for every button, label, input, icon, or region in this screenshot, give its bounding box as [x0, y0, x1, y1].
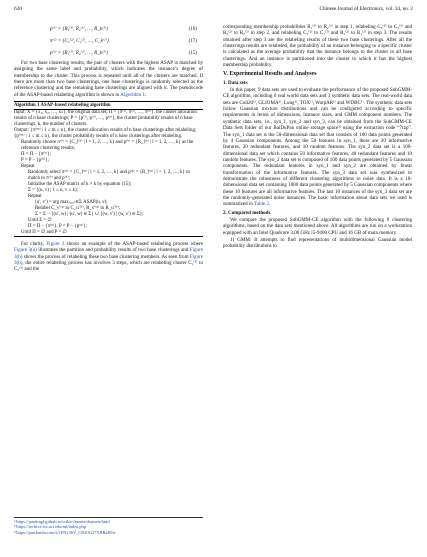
paragraph-relabel-text: For two base clustering results, the pair of clusters with the highest ASAP is matched by assigning the same label and probability, which indicates the instance’s degree of membership to the cluster. This process is repeated until all of the clusters are matched. If there are more than two base clusterings, one base clusterings is randomly selected as the reference clustering and the remaining base clusterings are aligned with it. The pseudocode of the ASAP-based relabeling algorithm is shown in — [14, 60, 203, 98]
footnote-2[interactable]: ²⁾https://archive.ics.uci.edu/ml/index.php — [14, 524, 86, 530]
algorithm-line: Relabel C_v′⁽ᵍ⁾ to C_u′⁽ʰ⁾, R_v′⁽ᵍ⁾ to R_u′⁽ʰ⁾; — [35, 206, 121, 212]
paragraph-data-sets: In this paper, 9 data sets are used to evaluate the performance of the proposed SubGMM-CE algorithm, including 6 real world data sets and 3 synthetic data sets. The real-world data sets are Coil20¹⁾, GLIOMA¹⁾, Lung¹⁾, TOX¹⁾, WarpAR¹⁾ and WDBC²⁾. The synthetic data sets follow Gaussian mixture distributions and can be configured according to specific requirements in terms of dimensions, instance sizes, and GMM component numbers. The synthetic data sets, i.e., syn_1, syn_2 and syn_3, can be obtained from the SubGMM-CE Data Sets folder of our BaiDuPan online storage space³⁾ using the extraction code “7rzp”. The syn_1 data set is the 50-dimensional data set that consists of 100 data points generated by 4 Gaussian components. Among the 50 features in syn_1, there are 20 informative features, 20 redundant features, and 10 random features. The syn_2 data set is a 100-dimensional data set which contains 50 informative features, 40 redundant features and 10 random features. The syn_2 data set is composed of 100 data points generated by 5 Gaussian components. The redundant features in syn_1 and syn_2 are obtained by linear transformation of the informative features. The syn_3 data set was synthesized to demonstrate the robustness of different clustering algorithms to noise data. It is a 10-dimensional data set containing 1000 data points generated by 5 Gaussian components where these 10 features are all informative features. The last 10 instances of the syn_3 data set are the randomly-generated noise instances. The basic information about data sets we used is summarized in Table 2. — [223, 87, 412, 208]
figure3-text-c: illustrates the partition and probability results of two base clusterings and — [38, 247, 189, 254]
figure-3b-link[interactable]: Figure 3(b) — [14, 247, 203, 260]
equation-15-body: p⁽²⁾ = {R₁⁽²⁾, R₂⁽²⁾, …, R_k⁽²⁾} — [50, 50, 109, 56]
paragraph-gmm: 1) GMM: It attempts to find representations of multidimensional Gaussian model probability distributions to — [223, 237, 412, 250]
figure3-text-e: , the entire relabeling process has involves 3 steps, which are relabeling cluster C₁⁽²⁾ to C₂⁽²⁾ and the — [14, 260, 203, 273]
algorithm-line: P = P − {p⁽ʰ⁾}; — [21, 158, 49, 164]
figure-3-link[interactable]: Figure 3 — [46, 241, 65, 248]
algorithm-line: Initialise the ASAP matrix of k × k by equation (15); — [28, 182, 132, 188]
subsection-data-sets: 1. Data sets — [223, 79, 248, 86]
footnote-3[interactable]: ³⁾https://pan.baidu.com/s/1FNy3hV_C80OG27XBRaR9w — [14, 529, 116, 535]
equation-17 — [14, 36, 203, 48]
equation-15-number: (15) — [188, 50, 197, 56]
figure-3b-link-2[interactable]: Figure 3(b) — [14, 253, 204, 267]
footnotes — [14, 517, 203, 535]
journal-name: Chinese Journal of Electronics, vol. 34, no. 2 — [319, 6, 413, 12]
equation-15 — [14, 48, 203, 60]
paragraph-figure3 — [14, 241, 203, 273]
figure3-text-b: shows an example of the ASAP-based relabeling process where — [66, 241, 203, 248]
left-column — [14, 24, 203, 274]
algorithm-line: Randomly select π⁽ᵍ⁾ = {C_l⁽ᵍ⁾ | l = 1, 2, …, k} and p⁽ᵍ⁾ = {R_l⁽ᵍ⁾ | l = 1, 2, …, k} to match to π⁽ʰ⁾ and p⁽ʰ⁾; — [28, 170, 190, 182]
equation-17-number: (17) — [188, 38, 197, 44]
equation-16 — [14, 24, 203, 36]
right-column — [223, 24, 412, 251]
algorithm-line: Π = Π − {π⁽ᵍ⁾}, P = P − {p⁽ᵍ⁾}; — [28, 224, 87, 230]
paragraph-compared-methods: We compare the proposed SubGMM-CE algorithm with the following 9 clustering algorithms, based on the data sets mentioned above. All algorithms are run on a workstation equipped with an Intel Quadcore 3.00 GHz i5-9400 CPU and 16 GB of main memory. — [223, 216, 412, 236]
algorithm-line: Σ = Σ − {(u′, w) | (u′, w) ∈ Σ} ∪ {(w, v′) | (w, v′) ∈ Σ}; — [35, 212, 144, 218]
algorithm-line: Until Σ = ∅ — [28, 218, 52, 224]
algorithm-line: Output: {π⁽ⁱᵐ⁾ | 1 ≤ m ≤ n}, the cluster allocation results of n base clusterings after relabeling; {p⁽ⁱᵐ⁾ | 1 ≤ m ≤ n}, the cluster probability results of n base clusterings after relabeling. — [14, 128, 197, 140]
algorithm-line: Randomly choose π⁽ʰ⁾ = {C_l⁽ʰ⁾ | l = 1, 2, …, k} and p⁽ʰ⁾ = {R_l⁽ʰ⁾ | l = 1, 2, …, k} as the reference clustering results; — [21, 140, 194, 152]
running-header — [14, 6, 413, 16]
paragraph-relabel-steps: corresponding membership probabilities R₁⁽²⁾ to R₂⁽²⁾ in step 1, relabeling C₃⁽²⁾ to C₃⁽²⁾ and R₃⁽²⁾ to R₃⁽²⁾ in step 2, and relabeling C₂⁽²⁾ to C₁⁽²⁾ and R₂⁽²⁾ to R₁⁽²⁾ in step 3. The results obtained after step 3 are the relabeling results of these two base clusterings. After all the clusterings results are relabeled, the probability of an instance belonging to a specific cluster is calculated as the average probability that the instance belongs to the cluster in all base clusterings. And an instance is partitioned into the cluster to which it has the highest membership probability. — [223, 24, 412, 69]
equation-17-body: π⁽²⁾ = {C₁⁽²⁾, C₂⁽²⁾, …, C_k⁽²⁾} — [50, 38, 109, 44]
algorithm-box — [14, 101, 203, 237]
table-2-link[interactable]: Table 2 — [254, 201, 269, 208]
page-number: 620 — [14, 6, 22, 12]
algorithm-line: Π = Π − {π⁽ʰ⁾}; — [21, 152, 51, 158]
equation-16-number: (16) — [188, 26, 197, 32]
data-sets-text: In this paper, 9 data sets are used to evaluate the performance of the proposed SubGMM-CE algorithm, including 6 real world data sets and 3 synthetic data sets. The real-world data sets are Coil20¹⁾, GLIOMA¹⁾, Lung¹⁾, TOX¹⁾, WarpAR¹⁾ and WDBC²⁾. The synthetic data sets follow Gaussian mixture distributions and can be configured according to specific requirements in terms of dimensions, instance sizes, and GMM component numbers. The synthetic data sets, i.e., syn_1, syn_2 and syn_3, can be obtained from the SubGMM-CE Data Sets folder of our BaiDuPan online storage space³⁾ using the extraction code “7rzp”. The syn_1 data set is the 50-dimensional data set that consists of 100 data points generated by 4 Gaussian components. Among the 50 features in syn_1, there are 20 informative features, 20 redundant features, and 10 random features. The syn_2 data set is a 100-dimensional data set which contains 50 informative features, 40 redundant features and 10 random features. The syn_2 data set is composed of 100 data points generated by 5 Gaussian components. The redundant features in syn_1 and syn_2 are obtained by linear transformation of the informative features. The syn_3 data set was synthesized to demonstrate the robustness of different clustering algorithms to noise data. It is a 10-dimensional data set containing 1000 data points generated by 5 Gaussian components where these 10 features are all informative features. The last 10 instances of the syn_3 data set are the randomly-generated noise instances. The basic information about data sets we used is summarized in — [223, 87, 412, 208]
section-heading: V. Experimental Results and Analyses — [223, 71, 317, 78]
figure3-text-d: shows the process of relabeling these two base clustering members. As seen from — [23, 253, 189, 260]
algorithm-line: Repeat — [21, 164, 35, 170]
equation-16-body: p⁽¹⁾ = {R₁⁽¹⁾, R₂⁽¹⁾, …, R_k⁽¹⁾} — [50, 26, 109, 32]
algorithm-line: Input: X = {x₁, x₂, …, xₙ}, the original data set; Π = {π⁽¹⁾, π⁽²⁾, …, π⁽ⁿ⁾}, the cluster allocation results of n base clusterings; P = {p⁽¹⁾, p⁽²⁾, …, p⁽ⁿ⁾}, the cluster probability results of n base clusterings; k, the number of clusters. — [14, 110, 197, 128]
subsection-compared-methods: 2. Compared methods — [223, 209, 271, 216]
paragraph-relabel-intro: For two base clustering results, the pair of clusters with the highest ASAP is matched by assigning the same label and probability, which indicates the instance’s degree of membership to the cluster. This process is repeated until all of the clusters are matched. If there are more than two base clusterings, one base clusterings is randomly selected as the reference clustering and the remaining base clusterings are aligned with it. The pseudocode of the ASAP-based relabeling algorithm is shown in Algorithm 1. — [14, 60, 203, 98]
algorithm-1-link[interactable]: Algorithm 1 — [120, 91, 146, 98]
algorithm-title: Algorithm 1 ASAP-based relabeling algorithm — [14, 102, 203, 110]
algorithm-line: Σ = {(u, v) | 1 ≤ u, v ≤ k}; — [28, 188, 79, 194]
footnote-1[interactable]: ¹⁾https://jundongl.github.io/scikit-feature/datasets.html — [14, 519, 110, 524]
algorithm-line: Repeat — [28, 194, 42, 200]
algorithm-line: (u′, v′) = arg max₍ᵤ,ᵥ₎∈Σ ASAP(u, v); — [35, 200, 108, 206]
figure-3a-link[interactable]: Figure 3(a) — [14, 247, 37, 254]
figure3-text-a: For clarity, — [21, 241, 45, 248]
algorithm-line: Until Π = ∅ and P = ∅ — [21, 230, 67, 236]
